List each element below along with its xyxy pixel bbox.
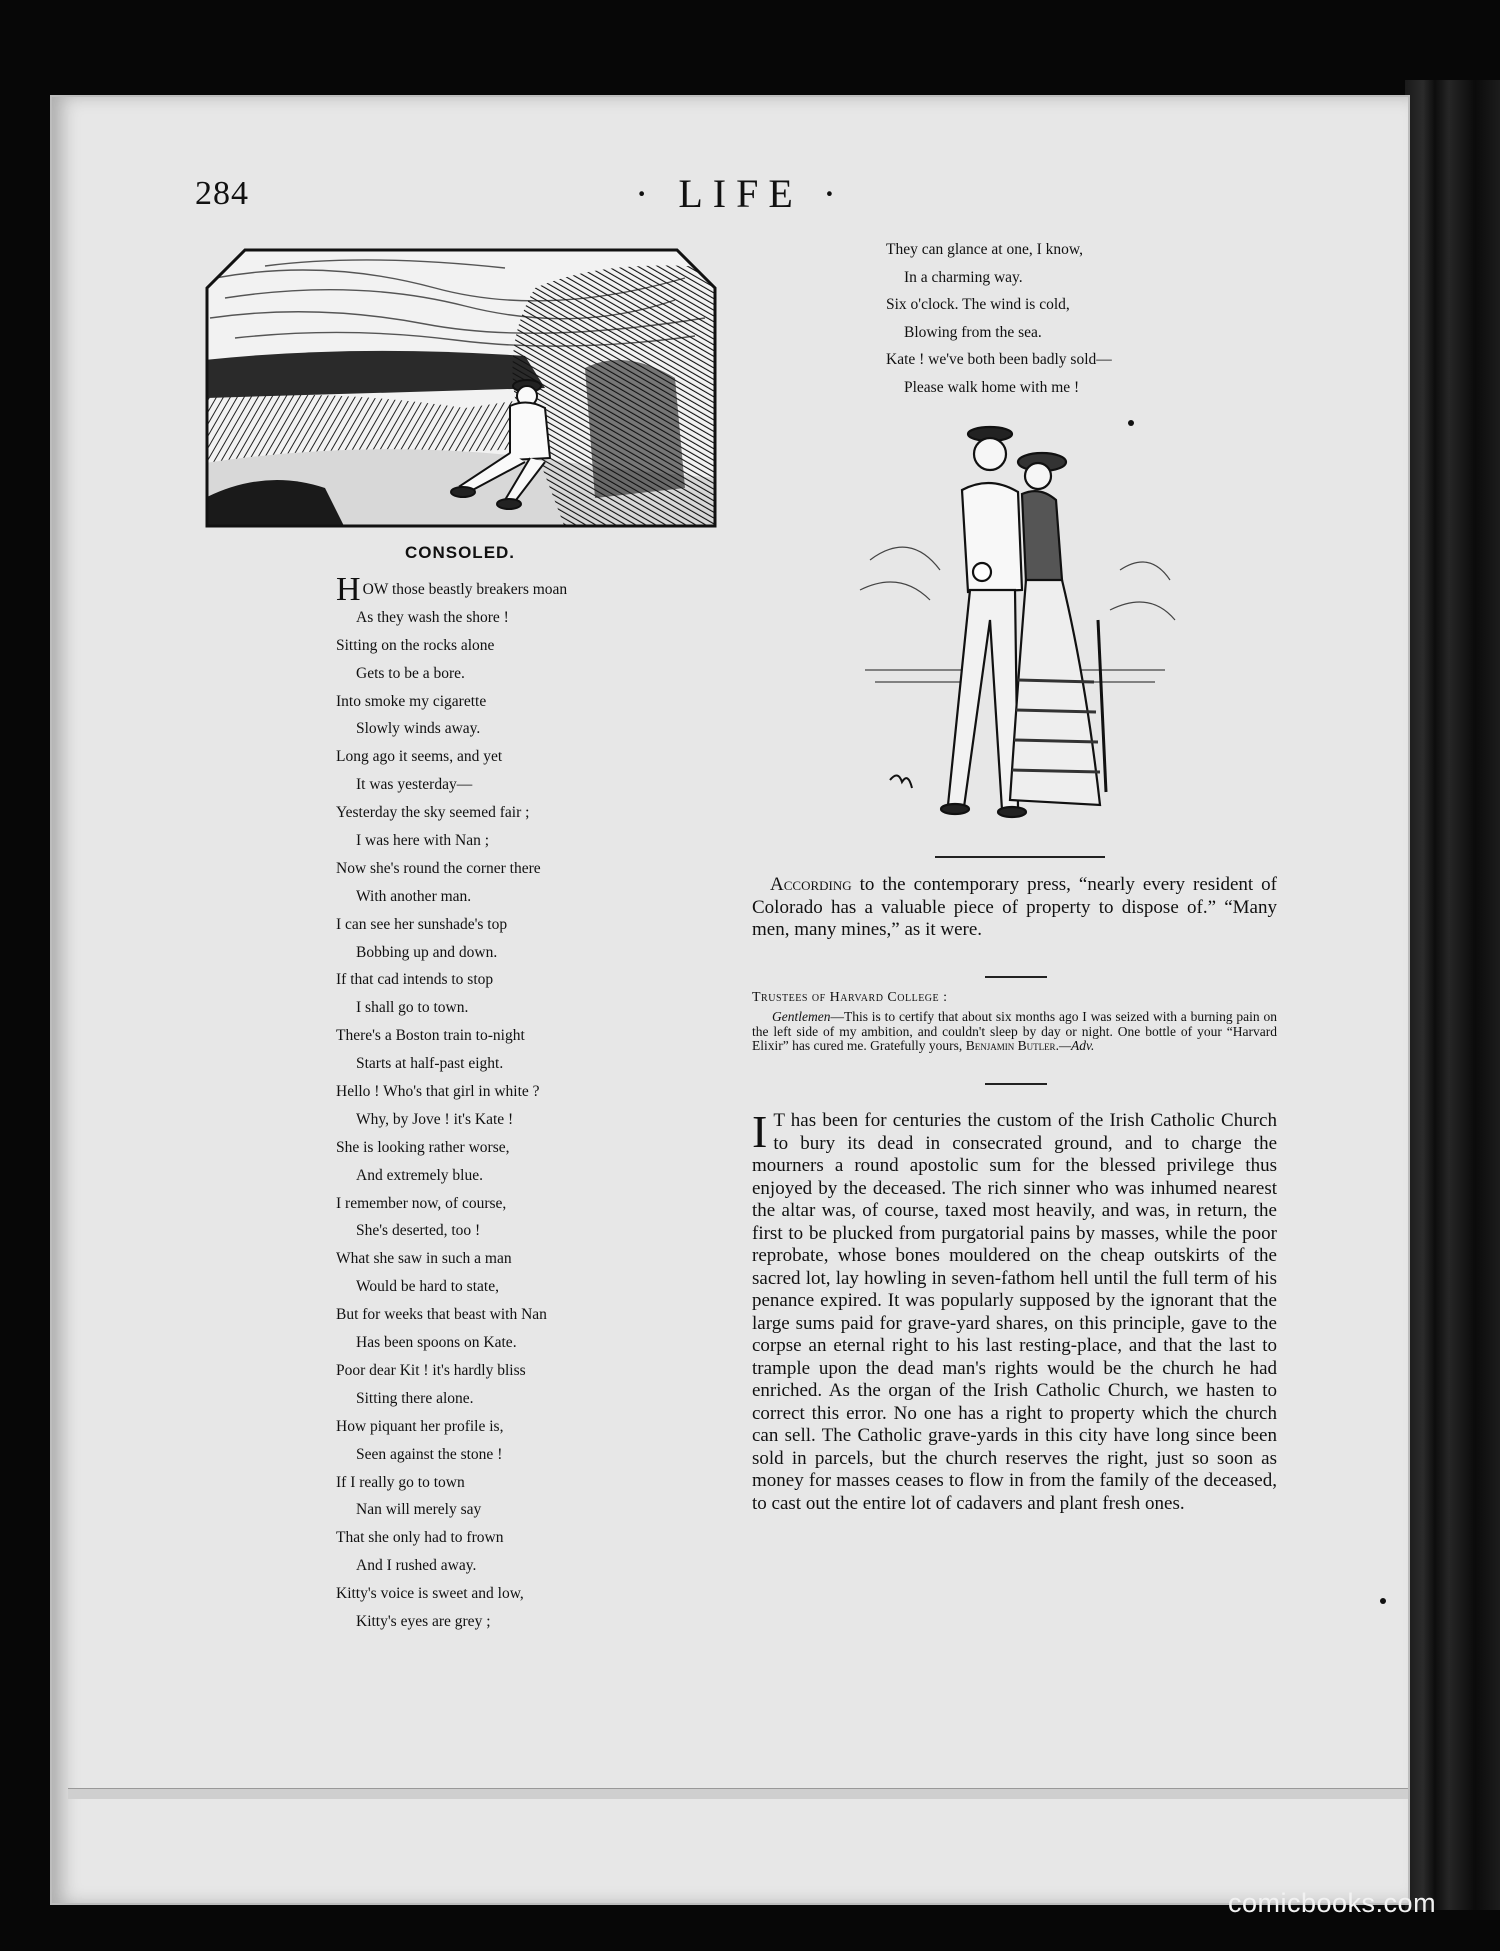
scanner-frame-edge <box>1405 80 1500 1910</box>
poem-line: Nan will merely say <box>356 1501 482 1519</box>
colorado-lead: According <box>770 874 852 895</box>
poem-line: Yesterday the sky seemed fair ; <box>336 804 530 822</box>
poem-line: Bobbing up and down. <box>356 943 498 961</box>
section-divider <box>985 1083 1047 1085</box>
page-speck <box>1128 420 1134 426</box>
poem-line: I can see her sunshade's top <box>336 915 508 933</box>
article-drop-cap: I <box>752 1106 768 1157</box>
page-speck <box>1380 1598 1386 1604</box>
poem-line: Seen against the stone ! <box>356 1445 503 1463</box>
poem-line: If that cad intends to stop <box>336 971 494 989</box>
poem-line: Kitty's eyes are grey ; <box>356 1612 491 1630</box>
colorado-paragraph: According to the contemporary press, “nearly every resident of Colorado has a valuable piece of property to dispose of.” “Many men, many mines,” as it were. <box>752 874 1277 940</box>
page-bottom-edge <box>68 1788 1408 1799</box>
poem-drop-cap: H <box>336 571 361 608</box>
poem-line: They can glance at one, I know, <box>886 241 1083 258</box>
poem-line: In a charming way. <box>904 268 1023 286</box>
poem-line: Six o'clock. The wind is cold, <box>886 296 1070 313</box>
poem-line: If I really go to town <box>336 1473 465 1491</box>
poem-line: With another man. <box>356 887 472 905</box>
poem-line: As they wash the shore ! <box>356 608 509 626</box>
poem-line: She's deserted, too ! <box>356 1222 481 1240</box>
poem-consoled <box>336 571 756 1636</box>
poem-line: It was yesterday— <box>356 776 473 794</box>
poem-line: Starts at half-past eight. <box>356 1055 504 1073</box>
advert-heading: Trustees of Harvard College : <box>752 990 948 1005</box>
poem-line: Please walk home with me ! <box>904 378 1080 396</box>
poem-line: Slowly winds away. <box>356 720 481 738</box>
poem-line: Kate ! we've both been badly sold— <box>886 351 1112 368</box>
poem-line: I was here with Nan ; <box>356 832 489 850</box>
church-article: I T has been for centuries the custom of the Irish Catholic Church to bury its dead in consecrated ground, and to charge the mourners a round apostolic sum for the blessed privilege thus enjoyed by the deceased. The rich sinner who was inhumed nearest the altar was, of course, taxed most heavily, and was, in return, the first to be plucked from purgatorial pains by masses, while the poor reprobate, whose bones mouldered on the cheap outskirts of the sacred lot, lay howling in seven-fathom hell until the full term of his penance expired. It was popularly supposed by the ignorant that the large sums paid for grave-yard shares, on this principle, gave to the corpse an eternal right to his last resting-place, and that the last to trample upon the dead man's rights would be the church he had enriched. As the organ of the Irish Catholic Church, we hasten to correct this error. No one has a right to property which the church can sell. The Catholic grave-yards in this city have long since been sold in parcels, but the church reserves the right, just so soon as money for masses ceases to flow in from the family of the deceased, to cast out the entire lot of cadavers and plant fresh ones. <box>752 1106 1277 1514</box>
poem-line: Hello ! Who's that girl in white ? <box>336 1083 540 1101</box>
poem-line: Would be hard to state, <box>356 1278 499 1296</box>
poem-line: Kitty's voice is sweet and low, <box>336 1585 524 1603</box>
poem-line: That she only had to frown <box>336 1529 504 1547</box>
poem-line: How piquant her profile is, <box>336 1417 504 1435</box>
poem-line: What she saw in such a man <box>336 1250 512 1268</box>
section-divider <box>935 856 1105 858</box>
masthead-title: · LIFE · <box>635 171 847 216</box>
poem-continued <box>886 236 1216 401</box>
poem-line: Why, by Jove ! it's Kate ! <box>356 1110 514 1128</box>
poem-line: Gets to be a bore. <box>356 664 465 682</box>
watermark: comicbooks.com <box>1228 1888 1437 1918</box>
advert-body: Gentlemen—This is to certify that about six months ago I was seized with a burning pain on the left side of my ambition, and couldn't sleep by day or night. One bottle of your “Harvard Elixir” has cured me. Gratefully yours, Benjamin Butler.—Adv. <box>752 1009 1277 1053</box>
poem-line: I shall go to town. <box>356 999 469 1017</box>
poem-line: Blowing from the sea. <box>904 323 1042 341</box>
poem-line: I remember now, of course, <box>336 1194 507 1212</box>
page-number: 284 <box>195 175 249 212</box>
poem-line: Has been spoons on Kate. <box>356 1334 517 1352</box>
poem-line: Into smoke my cigarette <box>336 692 487 710</box>
section-divider <box>985 976 1047 978</box>
poem-line: Now she's round the corner there <box>336 859 541 877</box>
poem-line: She is looking rather worse, <box>336 1138 510 1156</box>
poem-line: Long ago it seems, and yet <box>336 748 503 766</box>
couple-illustration <box>850 420 1180 835</box>
poem-title: CONSOLED. <box>404 543 516 562</box>
poem-line: And I rushed away. <box>356 1557 477 1575</box>
poem-line: Poor dear Kit ! it's hardly bliss <box>336 1361 526 1379</box>
seaside-illustration <box>205 248 717 528</box>
poem-line: Sitting on the rocks alone <box>336 636 495 654</box>
poem-line: Sitting there alone. <box>356 1389 474 1407</box>
poem-line: But for weeks that beast with Nan <box>336 1306 547 1324</box>
poem-line: There's a Boston train to-night <box>336 1027 525 1045</box>
poem-line: HOW those beastly breakers moan <box>336 571 568 608</box>
poem-line: And extremely blue. <box>356 1166 483 1184</box>
